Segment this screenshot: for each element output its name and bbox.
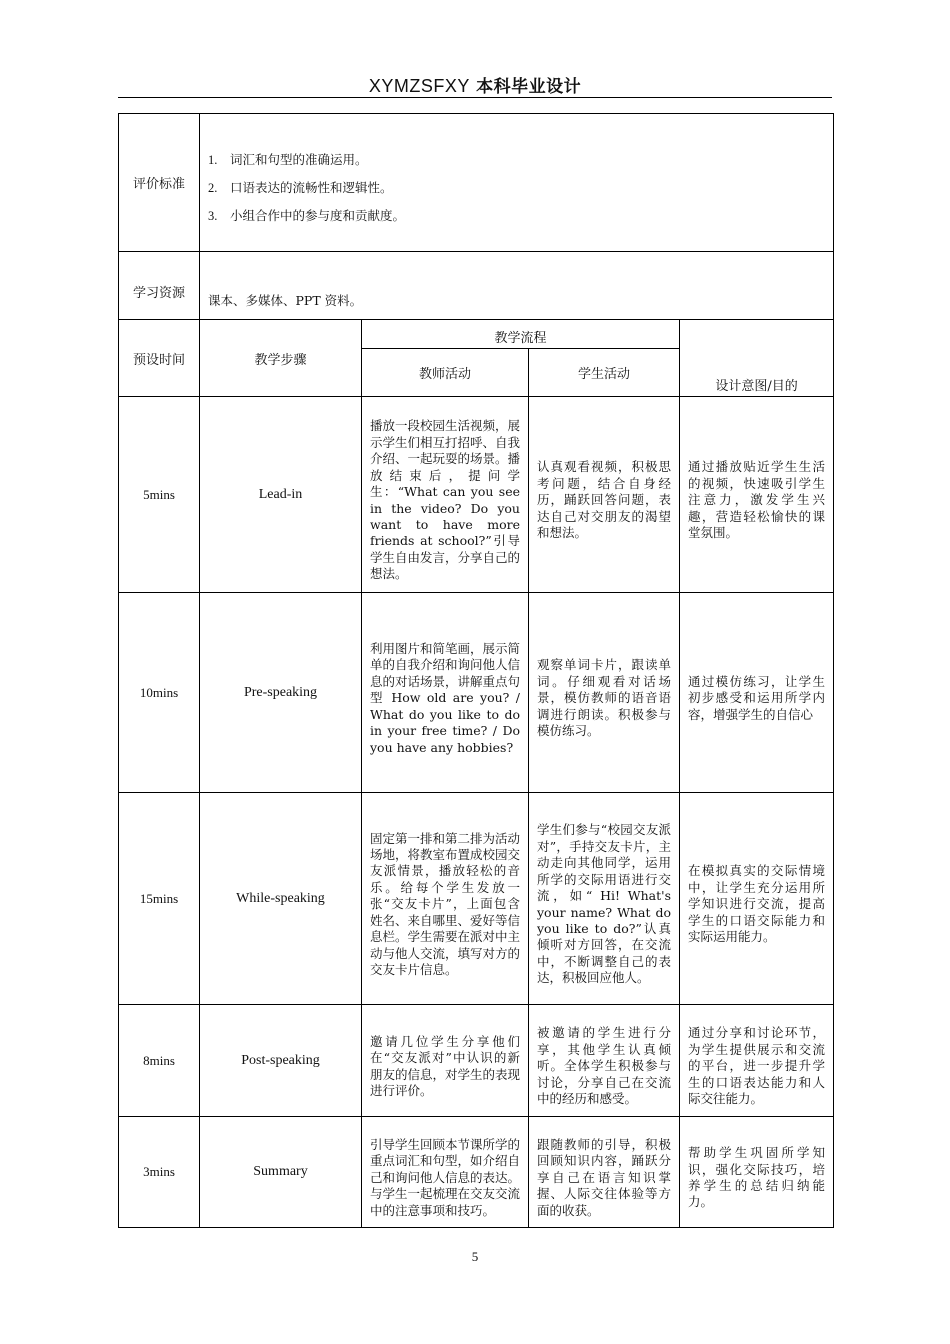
row-teacher-activity: 固定第一排和第二排为活动场地，将教室布置成校园交友派情景，播放轻松的音乐。给每个学生发放一张“交友卡片”，上面包含姓名、来自哪里、爱好等信息栏。学生需要在派对中主动与他人交流，填写对方的交友卡片信息。 xyxy=(370,830,521,977)
row-teacher-activity: 邀请几位学生分享他们在“交友派对”中认识的新朋友的信息，对学生的表现进行评价。 xyxy=(370,1033,521,1098)
resources-row xyxy=(119,252,834,320)
row-teacher-activity: 引导学生回顾本节课所学的重点词汇和句型，如介绍自己和询问他人信息的表达。与学生一起梳理在交友交流中的注意事项和技巧。 xyxy=(370,1136,521,1218)
row-teacher-activity: 利用图片和简笔画，展示简单的自我介绍和询问他人信息的对话场景，讲解重点句型 How old are you? / What do you like to do in your free time? / Do you have any hobbies? xyxy=(370,641,521,755)
row-student-activity: 跟随教师的引导，积极回顾知识内容，踊跃分享自己在语言知识掌握、人际交往体验等方面的收获。 xyxy=(537,1136,671,1218)
table-head-row-1 xyxy=(119,320,834,349)
resources-label: 学习资源 xyxy=(119,252,200,320)
row-step: Pre-speaking xyxy=(200,593,362,793)
criteria-item: 1. 词汇和句型的准确运用。 xyxy=(208,151,368,167)
head-time: 预设时间 xyxy=(119,320,200,397)
row-purpose: 通过模仿练习，让学生初步感受和运用所学内容，增强学生的自信心 xyxy=(688,673,826,722)
row-time: 8mins xyxy=(119,1005,200,1117)
table-row xyxy=(119,397,834,593)
head-flow: 教学流程 xyxy=(362,320,680,349)
criteria-item: 2. 口语表达的流畅性和逻辑性。 xyxy=(208,179,393,195)
table-row xyxy=(119,1005,834,1117)
row-purpose: 在模拟真实的交际情境中，让学生充分运用所学知识进行交流，提高学生的口语交际能力和实际运用能力。 xyxy=(688,863,826,945)
row-time: 10mins xyxy=(119,593,200,793)
row-student-activity: 认真观看视频，积极思考问题，结合自身经历，踊跃回答问题，表达自己对交朋友的渴望和想法。 xyxy=(537,459,671,541)
header-title-latin: XYMZSFXY xyxy=(368,76,470,96)
table-row xyxy=(119,1117,834,1228)
row-student-activity: 被邀请的学生进行分享，其他学生认真倾听。全体学生积极参与讨论，分享自己在交流中的经历和感受。 xyxy=(537,1025,671,1107)
head-purpose: 设计意图/目的 xyxy=(680,320,834,397)
lesson-plan-table xyxy=(118,113,834,1228)
row-student-activity: 观察单词卡片，跟读单词。仔细观看对话场景，模仿教师的语音语调进行朗读。积极参与模仿练习。 xyxy=(537,657,671,739)
header-title-cjk: 本科毕业设计 xyxy=(476,77,582,97)
row-step: Lead-in xyxy=(200,397,362,593)
page-header xyxy=(118,72,832,97)
row-step: While-speaking xyxy=(200,793,362,1005)
row-time: 15mins xyxy=(119,793,200,1005)
criteria-item: 3. 小组合作中的参与度和贡献度。 xyxy=(208,207,406,223)
head-teacher: 教师活动 xyxy=(362,349,529,397)
row-step: Post-speaking xyxy=(200,1005,362,1117)
row-teacher-activity: 播放一段校园生活视频，展示学生们相互打招呼、自我介绍、一起玩耍的场景。播放结束后，提问学生：“What can you see in the video? Do you want to have more friends at school?”引导学生自由发言，分享自己的想法。 xyxy=(370,418,521,582)
header-rule xyxy=(118,97,832,98)
row-purpose: 通过播放贴近学生生活的视频，快速吸引学生注意力，激发学生兴趣，营造轻松愉快的课堂氛围。 xyxy=(688,459,826,541)
row-student-activity: 学生们参与“校园交友派对”，手持交友卡片，主动走向其他同学，运用所学的交际用语进行交流，如“ Hi! What's your name? What do you like to do?”认真倾听对方回答，在交流中，不断调整自己的表达，积极回应他人。 xyxy=(537,822,671,986)
criteria-row xyxy=(119,114,834,252)
criteria-content xyxy=(200,114,834,252)
row-purpose: 帮助学生巩固所学知识，强化交际技巧，培养学生的总结归纳能力。 xyxy=(688,1145,826,1210)
row-purpose: 通过分享和讨论环节，为学生提供展示和交流的平台，进一步提升学生的口语表达能力和人际交往能力。 xyxy=(688,1025,826,1107)
row-step: Summary xyxy=(200,1117,362,1228)
resources-content xyxy=(200,252,834,320)
head-student: 学生活动 xyxy=(529,349,680,397)
criteria-label: 评价标准 xyxy=(119,114,200,252)
row-time: 5mins xyxy=(119,397,200,593)
table-row xyxy=(119,593,834,793)
page-number: 5 xyxy=(471,1249,479,1264)
resources-text: 课本、多媒体、PPT 资料。 xyxy=(208,292,363,308)
table-row xyxy=(119,793,834,1005)
head-step: 教学步骤 xyxy=(200,320,362,397)
row-time: 3mins xyxy=(119,1117,200,1228)
